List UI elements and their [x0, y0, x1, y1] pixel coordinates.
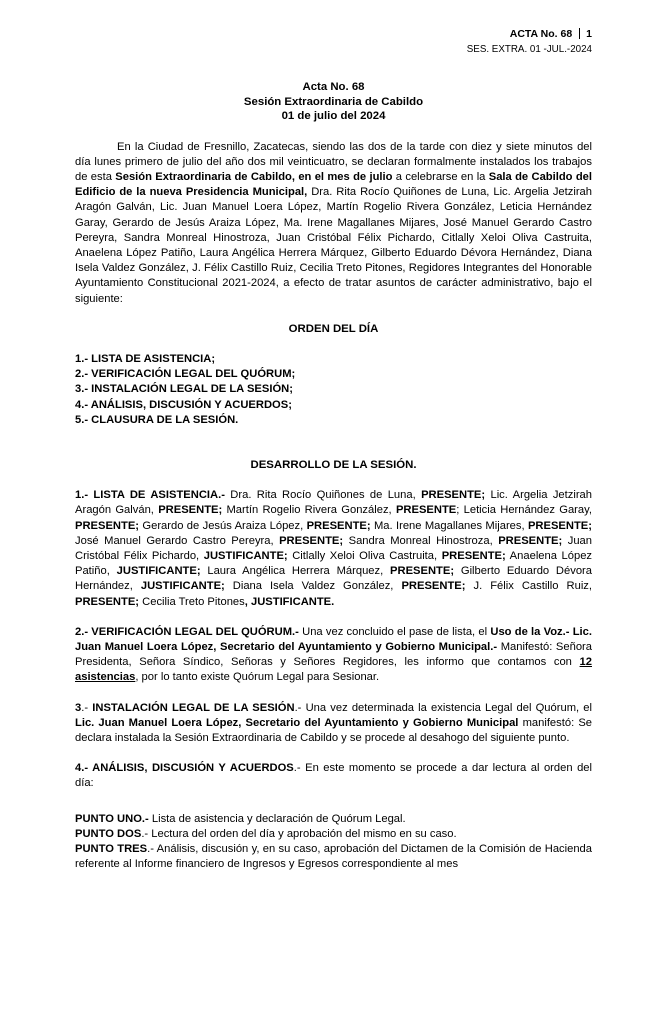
title-session-type: Sesión Extraordinaria de Cabildo [243, 95, 424, 108]
orden-item-5: 5.- CLAUSURA DE LA SESIÓN. [75, 413, 239, 426]
analisis-acuerdos-paragraph: 4.- ANÁLISIS, DISCUSIÓN Y ACUERDOS.- En este momento se procede a dar lectura al orden del día: [75, 762, 592, 790]
document-body [75, 140, 592, 873]
desarrollo-heading: DESARROLLO DE LA SESIÓN. [250, 458, 417, 471]
header-session-label: SES. EXTRA. 01 -JUL.-2024 [466, 44, 592, 55]
punto-tres-paragraph: PUNTO TRES.- Análisis, discusión y, en su caso, aprobación del Dictamen de la Comisión de Hacienda referente al Informe financiero de Ingresos y Egresos correspondiente al mes [75, 843, 593, 871]
orden-item-2: 2.- VERIFICACIÓN LEGAL DEL QUÓRUM; [75, 368, 296, 381]
intro-paragraph: En la Ciudad de Fresnillo, Zacatecas, siendo las dos de la tarde con diez y siete minutos del día lunes primero de julio del año dos mil veinticuatro, se declaran formalmente instalados los trabajos de esta Sesión Extraordinaria de Cabildo, en el mes de julio a celebrarse en la Sala de Cabildo del Edificio de la nueva Presidencia Municipal, Dra. Rita Rocío Quiñones de Luna, Lic. Argelia Jetzirah Aragón Galván, Lic. Juan Manuel Loera López, Martín Rogelio Rivera González, Leticia Hernández Garay, Gerardo de Jesús Araiza López, Ma. Irene Magallanes Mijares, José Manuel Gerardo Castro Pereyra, Sandra Monreal Hinostroza, Juan Cristóbal Félix Pichardo, Citlally Xeloi Oliva Castruita, Anaelena López Patiño, Laura Angélica Herrera Márquez, Gilberto Eduardo Dévora Hernández, Diana Isela Valdez González, J. Félix Castillo Ruiz, Cecilia Treto Pitones, Regidores Integrantes del Honorable Ayuntamiento Constitucional 2021-2024, a efecto de tratar asuntos de carácter administrativo, bajo el siguiente: [75, 140, 592, 305]
orden-del-dia-heading: ORDEN DEL DÍA [288, 322, 379, 335]
orden-del-dia-list [75, 352, 592, 428]
title-block [75, 80, 592, 124]
header-page-number: 1 [586, 28, 592, 40]
header-line1 [75, 28, 592, 41]
header-divider [579, 28, 580, 39]
punto-uno-paragraph: PUNTO UNO.- Lista de asistencia y declaración de Quórum Legal. [75, 812, 406, 825]
lista-asistencia-paragraph: 1.- LISTA DE ASISTENCIA.- Dra. Rita Rocío Quiñones de Luna, PRESENTE; Lic. Argelia Jetzirah Aragón Galván, PRESENTE; Martín Rogelio Rivera González, PRESENTE; Leticia Hernández Garay, PRESENTE; Gerardo de Jesús Araiza López, PRESENTE; Ma. Irene Magallanes Mijares, PRESENTE; José Manuel Gerardo Castro Pereyra, PRESENTE; Sandra Monreal Hinostroza, PRESENTE; Juan Cristóbal Félix Pichardo, JUSTIFICANTE; Citlally Xeloi Oliva Castruita, PRESENTE; Anaelena López Patiño, JUSTIFICANTE; Laura Angélica Herrera Márquez, PRESENTE; Gilberto Eduardo Dévora Hernández, JUSTIFICANTE; Diana Isela Valdez González, PRESENTE; J. Félix Castillo Ruiz, PRESENTE; Cecilia Treto Pitones, JUSTIFICANTE. [75, 489, 593, 608]
page-header [75, 28, 592, 56]
orden-item-1: 1.- LISTA DE ASISTENCIA; [75, 352, 216, 365]
instalacion-legal-paragraph: 3.- INSTALACIÓN LEGAL DE LA SESIÓN.- Una vez determinada la existencia Legal del Quórum, el Lic. Juan Manuel Loera López, Secretario del Ayuntamiento y Gobierno Municipal manifestó: Se declara instalada la Sesión Extraordinaria de Cabildo y se procede al desahogo del siguiente punto. [75, 701, 593, 744]
title-date: 01 de julio del 2024 [281, 110, 386, 122]
orden-item-4: 4.- ANÁLISIS, DISCUSIÓN Y ACUERDOS; [75, 398, 292, 411]
title-acta-number: Acta No. 68 [302, 81, 365, 93]
verificacion-quorum-paragraph: 2.- VERIFICACIÓN LEGAL DEL QUÓRUM.- Una vez concluido el pase de lista, el Uso de la Voz.- Lic. Juan Manuel Loera López, Secretario del Ayuntamiento y Gobierno Municipal.- Manifestó: Señora Presidenta, Señora Síndico, Señoras y Señores Regidores, les informo que contamos con 12 asistencias, por lo tanto existe Quórum Legal para Sesionar. [75, 625, 592, 684]
puntos-list [75, 812, 592, 873]
orden-item-3: 3.- INSTALACIÓN LEGAL DE LA SESIÓN; [75, 383, 293, 396]
header-acta-label: ACTA No. 68 [509, 28, 573, 40]
punto-dos-paragraph: PUNTO DOS.- Lectura del orden del día y aprobación del mismo en su caso. [75, 827, 457, 840]
